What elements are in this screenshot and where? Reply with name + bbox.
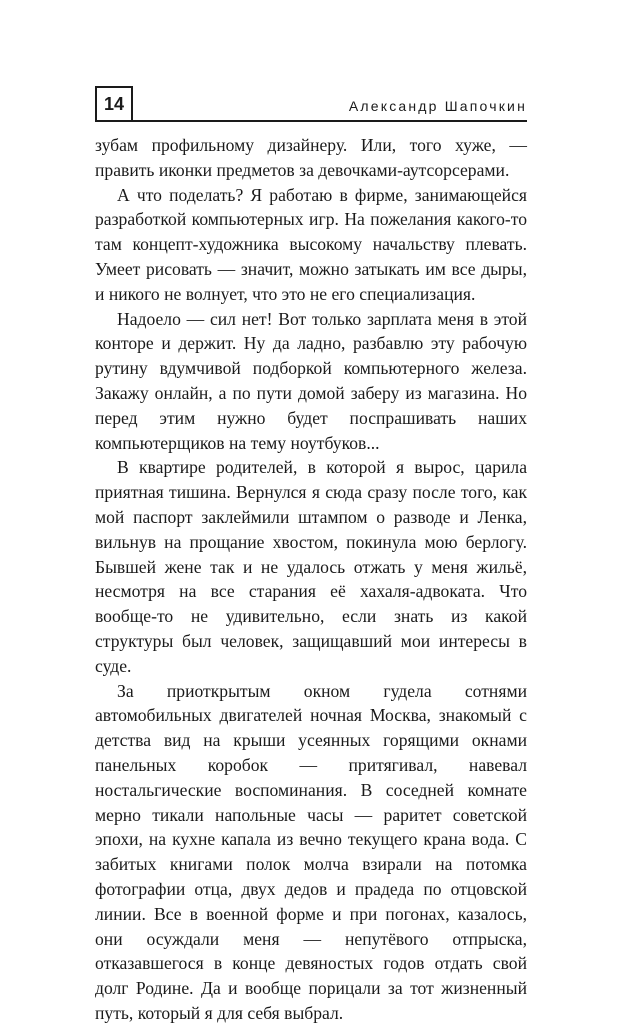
paragraph: Надоело — сил нет! Вот только зарплата меня в этой конторе и держит. Ну да ладно, разбавлю эту рабочую рутину вдумчивой подборкой компьютерного железа. Закажу онлайн, а по пути домой заберу из магазина. Но перед этим нужно будет поспрашивать наших компьютерщиков на тему ноутбуков... — [95, 308, 527, 453]
header-rule — [131, 120, 527, 122]
paragraph: За приоткрытым окном гудела сотнями автомобильных двигателей ночная Москва, знакомый с детства вид на крыши усеянных горящими окнами панельных коробок — притягивал, навевал ностальгические воспоминания. В соседней комнате мерно тикали напольные часы — раритет советской эпохи, на кухне капала из вечно текущего крана вода. С забитых книгами полок молча взирали на потомка фотографии отца, двух дедов и прадеда по отцовской линии. Все в военной форме и при погонах, казалось, они осуждали меня — непутёвого отпрыска, отказавшегося в конце девяностых годов отдать свой долг Родине. Да и вообще порицали за тот жизненный путь, который я для себя выбрал. — [95, 680, 527, 1023]
page-header — [95, 86, 527, 126]
running-head-author: Александр Шапочкин — [348, 98, 527, 114]
paragraph: зубам профильному дизайнеру. Или, того хуже, — править иконки предметов за девочками-аутсорсерами. — [95, 135, 527, 180]
page-number: 14 — [95, 86, 133, 122]
paragraph: В квартире родителей, в которой я вырос, царила приятная тишина. Вернулся я сюда сразу после того, как мой паспорт заклеймили штампом о разводе и Ленка, вильнув на прощание хвостом, покинула мою берлогу. Бывшей жене так и не удалось отжать у меня жильё, несмотря на все старания её хахаля-адвоката. Что вообще-то не удивительно, если знать из какой структуры был человек, защищавший мои интересы в суде. — [95, 457, 527, 676]
body-text — [95, 133, 527, 1026]
paragraph: А что поделать? Я работаю в фирме, занимающейся разработкой компьютерных игр. На пожелания какого-то там концепт-художника высокому начальству плевать. Умеет рисовать — значит, можно затыкать им все дыры, и никого не волнует, что это не его специализация. — [95, 184, 527, 304]
